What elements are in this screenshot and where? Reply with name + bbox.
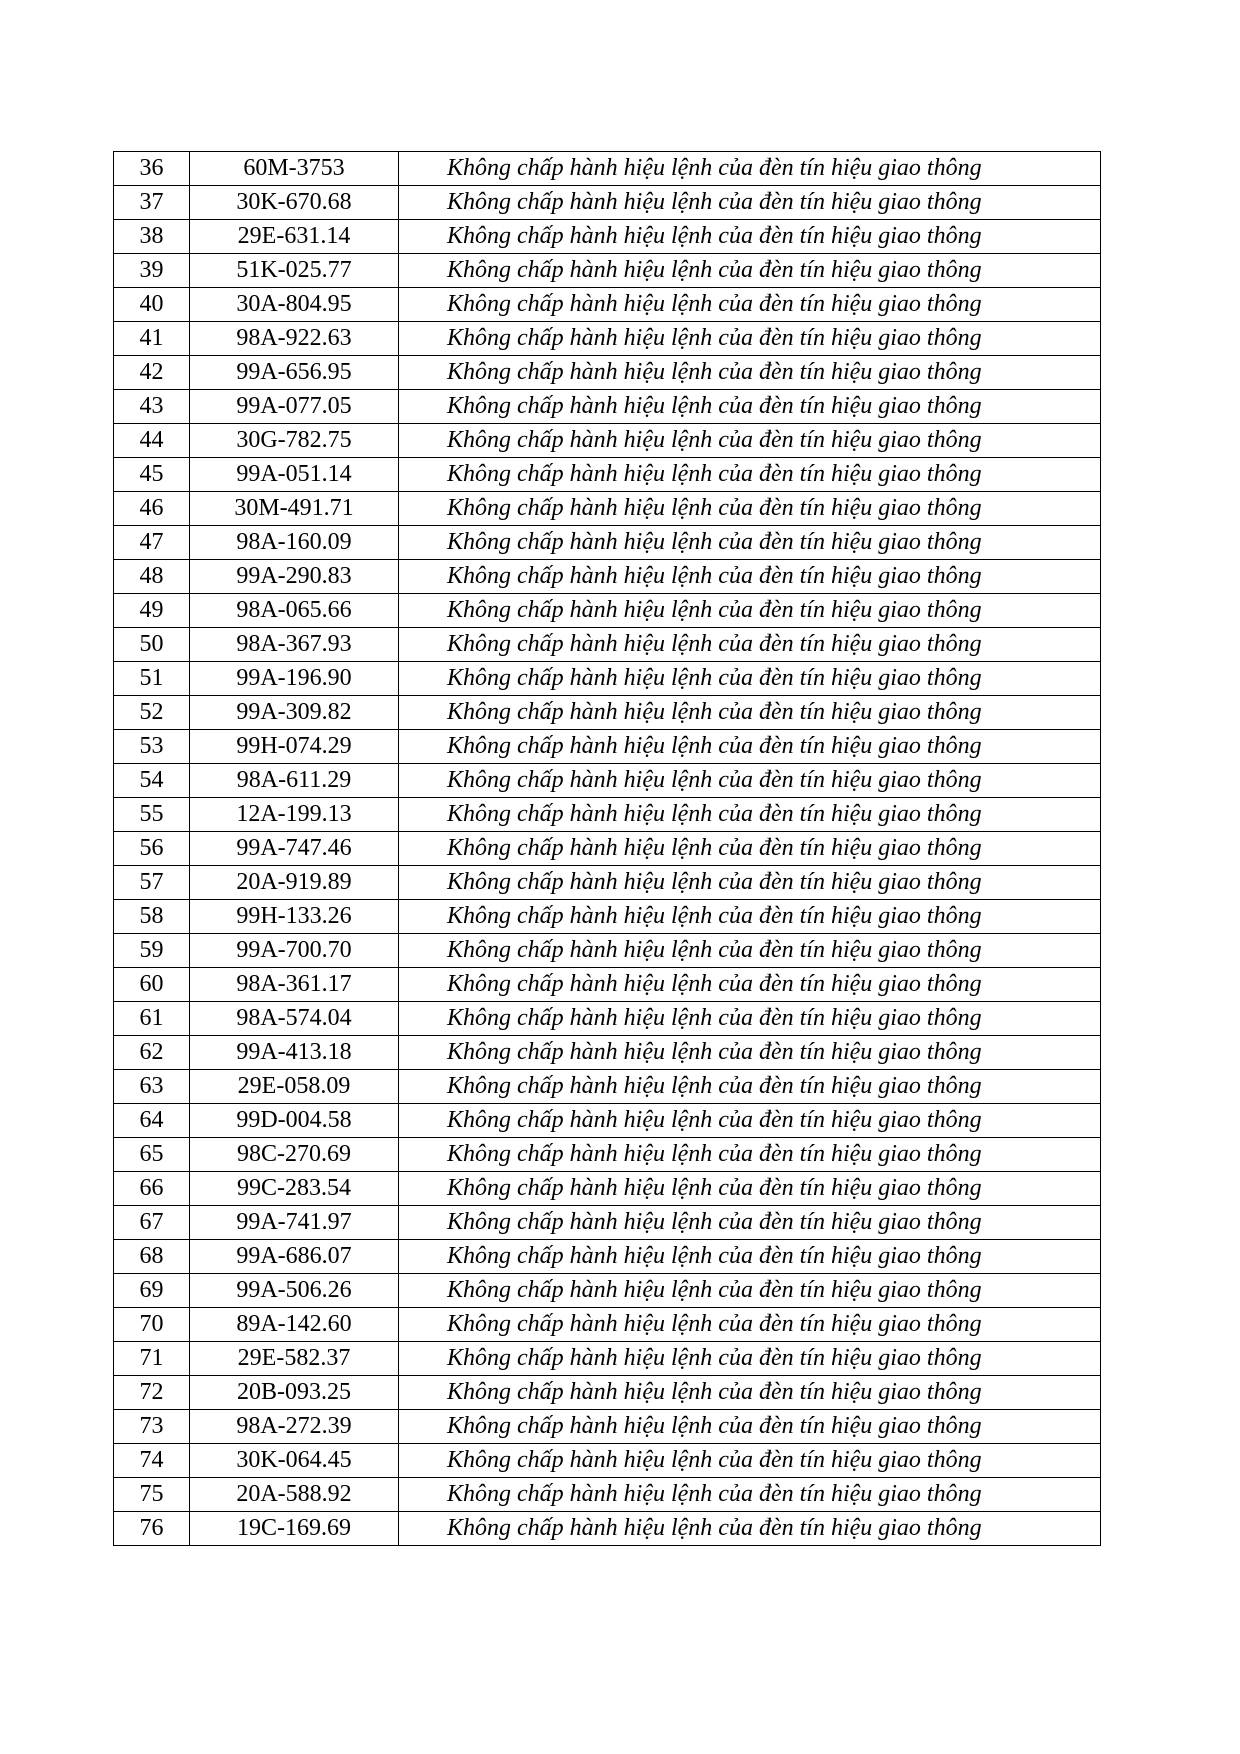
license-plate-cell: 99A-741.97 <box>190 1206 399 1240</box>
license-plate-cell: 20A-588.92 <box>190 1478 399 1512</box>
table-row <box>114 186 1101 220</box>
license-plate-cell: 99A-290.83 <box>190 560 399 594</box>
license-plate-cell: 99A-506.26 <box>190 1274 399 1308</box>
table-row <box>114 356 1101 390</box>
violation-cell: Không chấp hành hiệu lệnh của đèn tín hiệu giao thông <box>399 900 1101 934</box>
violation-cell: Không chấp hành hiệu lệnh của đèn tín hiệu giao thông <box>399 1172 1101 1206</box>
violation-cell: Không chấp hành hiệu lệnh của đèn tín hiệu giao thông <box>399 1410 1101 1444</box>
table-body <box>114 152 1101 1546</box>
row-number-cell: 66 <box>114 1172 190 1206</box>
table-row <box>114 560 1101 594</box>
violation-cell: Không chấp hành hiệu lệnh của đèn tín hiệu giao thông <box>399 526 1101 560</box>
violation-cell: Không chấp hành hiệu lệnh của đèn tín hiệu giao thông <box>399 1512 1101 1546</box>
violation-cell: Không chấp hành hiệu lệnh của đèn tín hiệu giao thông <box>399 560 1101 594</box>
license-plate-cell: 29E-631.14 <box>190 220 399 254</box>
row-number-cell: 43 <box>114 390 190 424</box>
table-row <box>114 1138 1101 1172</box>
table-row <box>114 1410 1101 1444</box>
row-number-cell: 45 <box>114 458 190 492</box>
license-plate-cell: 99A-686.07 <box>190 1240 399 1274</box>
violation-cell: Không chấp hành hiệu lệnh của đèn tín hiệu giao thông <box>399 1376 1101 1410</box>
table-row <box>114 322 1101 356</box>
table-row <box>114 866 1101 900</box>
violation-cell: Không chấp hành hiệu lệnh của đèn tín hiệu giao thông <box>399 1274 1101 1308</box>
license-plate-cell: 29E-582.37 <box>190 1342 399 1376</box>
license-plate-cell: 98A-272.39 <box>190 1410 399 1444</box>
violation-cell: Không chấp hành hiệu lệnh của đèn tín hiệu giao thông <box>399 1240 1101 1274</box>
license-plate-cell: 99A-747.46 <box>190 832 399 866</box>
violation-cell: Không chấp hành hiệu lệnh của đèn tín hiệu giao thông <box>399 1070 1101 1104</box>
row-number-cell: 68 <box>114 1240 190 1274</box>
table-row <box>114 1036 1101 1070</box>
row-number-cell: 58 <box>114 900 190 934</box>
row-number-cell: 44 <box>114 424 190 458</box>
license-plate-cell: 98A-611.29 <box>190 764 399 798</box>
violation-cell: Không chấp hành hiệu lệnh của đèn tín hiệu giao thông <box>399 1308 1101 1342</box>
table-row <box>114 1376 1101 1410</box>
table-row <box>114 1444 1101 1478</box>
license-plate-cell: 98A-065.66 <box>190 594 399 628</box>
license-plate-cell: 20A-919.89 <box>190 866 399 900</box>
table-row <box>114 730 1101 764</box>
license-plate-cell: 99A-196.90 <box>190 662 399 696</box>
row-number-cell: 53 <box>114 730 190 764</box>
violation-cell: Không chấp hành hiệu lệnh của đèn tín hiệu giao thông <box>399 1002 1101 1036</box>
license-plate-cell: 98A-922.63 <box>190 322 399 356</box>
row-number-cell: 57 <box>114 866 190 900</box>
row-number-cell: 56 <box>114 832 190 866</box>
violation-cell: Không chấp hành hiệu lệnh của đèn tín hiệu giao thông <box>399 424 1101 458</box>
license-plate-cell: 30M-491.71 <box>190 492 399 526</box>
table-row <box>114 594 1101 628</box>
row-number-cell: 41 <box>114 322 190 356</box>
license-plate-cell: 98A-361.17 <box>190 968 399 1002</box>
table-row <box>114 832 1101 866</box>
violation-cell: Không chấp hành hiệu lệnh của đèn tín hiệu giao thông <box>399 832 1101 866</box>
table-row <box>114 696 1101 730</box>
row-number-cell: 64 <box>114 1104 190 1138</box>
license-plate-cell: 98A-574.04 <box>190 1002 399 1036</box>
row-number-cell: 49 <box>114 594 190 628</box>
violation-cell: Không chấp hành hiệu lệnh của đèn tín hiệu giao thông <box>399 1036 1101 1070</box>
row-number-cell: 73 <box>114 1410 190 1444</box>
violation-cell: Không chấp hành hiệu lệnh của đèn tín hiệu giao thông <box>399 152 1101 186</box>
violation-cell: Không chấp hành hiệu lệnh của đèn tín hiệu giao thông <box>399 1206 1101 1240</box>
violation-cell: Không chấp hành hiệu lệnh của đèn tín hiệu giao thông <box>399 254 1101 288</box>
row-number-cell: 76 <box>114 1512 190 1546</box>
license-plate-cell: 51K-025.77 <box>190 254 399 288</box>
table-row <box>114 798 1101 832</box>
violation-cell: Không chấp hành hiệu lệnh của đèn tín hiệu giao thông <box>399 220 1101 254</box>
row-number-cell: 71 <box>114 1342 190 1376</box>
license-plate-cell: 99A-413.18 <box>190 1036 399 1070</box>
license-plate-cell: 30K-064.45 <box>190 1444 399 1478</box>
violation-cell: Không chấp hành hiệu lệnh của đèn tín hiệu giao thông <box>399 628 1101 662</box>
violation-cell: Không chấp hành hiệu lệnh của đèn tín hiệu giao thông <box>399 594 1101 628</box>
license-plate-cell: 20B-093.25 <box>190 1376 399 1410</box>
license-plate-cell: 19C-169.69 <box>190 1512 399 1546</box>
violation-cell: Không chấp hành hiệu lệnh của đèn tín hiệu giao thông <box>399 322 1101 356</box>
table-row <box>114 1478 1101 1512</box>
row-number-cell: 69 <box>114 1274 190 1308</box>
table-row <box>114 458 1101 492</box>
license-plate-cell: 98A-367.93 <box>190 628 399 662</box>
row-number-cell: 46 <box>114 492 190 526</box>
violation-cell: Không chấp hành hiệu lệnh của đèn tín hiệu giao thông <box>399 1342 1101 1376</box>
table-row <box>114 288 1101 322</box>
violation-cell: Không chấp hành hiệu lệnh của đèn tín hiệu giao thông <box>399 356 1101 390</box>
table-row <box>114 526 1101 560</box>
table-row <box>114 1104 1101 1138</box>
violation-cell: Không chấp hành hiệu lệnh của đèn tín hiệu giao thông <box>399 1444 1101 1478</box>
row-number-cell: 37 <box>114 186 190 220</box>
violation-cell: Không chấp hành hiệu lệnh của đèn tín hiệu giao thông <box>399 1138 1101 1172</box>
violation-cell: Không chấp hành hiệu lệnh của đèn tín hiệu giao thông <box>399 730 1101 764</box>
violation-cell: Không chấp hành hiệu lệnh của đèn tín hiệu giao thông <box>399 458 1101 492</box>
row-number-cell: 70 <box>114 1308 190 1342</box>
table-row <box>114 900 1101 934</box>
row-number-cell: 47 <box>114 526 190 560</box>
violation-cell: Không chấp hành hiệu lệnh của đèn tín hiệu giao thông <box>399 1104 1101 1138</box>
row-number-cell: 72 <box>114 1376 190 1410</box>
table-row <box>114 764 1101 798</box>
license-plate-cell: 98A-160.09 <box>190 526 399 560</box>
license-plate-cell: 30G-782.75 <box>190 424 399 458</box>
table-row <box>114 1240 1101 1274</box>
row-number-cell: 65 <box>114 1138 190 1172</box>
row-number-cell: 63 <box>114 1070 190 1104</box>
license-plate-cell: 30K-670.68 <box>190 186 399 220</box>
table-row <box>114 1274 1101 1308</box>
row-number-cell: 74 <box>114 1444 190 1478</box>
license-plate-cell: 30A-804.95 <box>190 288 399 322</box>
row-number-cell: 38 <box>114 220 190 254</box>
table-row <box>114 1172 1101 1206</box>
row-number-cell: 42 <box>114 356 190 390</box>
row-number-cell: 48 <box>114 560 190 594</box>
violation-cell: Không chấp hành hiệu lệnh của đèn tín hiệu giao thông <box>399 390 1101 424</box>
license-plate-cell: 99C-283.54 <box>190 1172 399 1206</box>
violation-cell: Không chấp hành hiệu lệnh của đèn tín hiệu giao thông <box>399 492 1101 526</box>
row-number-cell: 36 <box>114 152 190 186</box>
license-plate-cell: 98C-270.69 <box>190 1138 399 1172</box>
row-number-cell: 54 <box>114 764 190 798</box>
violation-cell: Không chấp hành hiệu lệnh của đèn tín hiệu giao thông <box>399 866 1101 900</box>
violation-cell: Không chấp hành hiệu lệnh của đèn tín hiệu giao thông <box>399 186 1101 220</box>
violation-cell: Không chấp hành hiệu lệnh của đèn tín hiệu giao thông <box>399 934 1101 968</box>
violation-cell: Không chấp hành hiệu lệnh của đèn tín hiệu giao thông <box>399 1478 1101 1512</box>
license-plate-cell: 99D-004.58 <box>190 1104 399 1138</box>
license-plate-cell: 99A-700.70 <box>190 934 399 968</box>
license-plate-cell: 89A-142.60 <box>190 1308 399 1342</box>
violation-cell: Không chấp hành hiệu lệnh của đèn tín hiệu giao thông <box>399 662 1101 696</box>
table-row <box>114 1512 1101 1546</box>
row-number-cell: 62 <box>114 1036 190 1070</box>
table-row <box>114 934 1101 968</box>
license-plate-cell: 60M-3753 <box>190 152 399 186</box>
license-plate-cell: 99H-133.26 <box>190 900 399 934</box>
table-row <box>114 390 1101 424</box>
table-row <box>114 152 1101 186</box>
violation-cell: Không chấp hành hiệu lệnh của đèn tín hiệu giao thông <box>399 968 1101 1002</box>
violation-cell: Không chấp hành hiệu lệnh của đèn tín hiệu giao thông <box>399 798 1101 832</box>
table-row <box>114 1342 1101 1376</box>
license-plate-cell: 99A-309.82 <box>190 696 399 730</box>
row-number-cell: 60 <box>114 968 190 1002</box>
table-row <box>114 1002 1101 1036</box>
license-plate-cell: 99A-656.95 <box>190 356 399 390</box>
violation-cell: Không chấp hành hiệu lệnh của đèn tín hiệu giao thông <box>399 288 1101 322</box>
table-row <box>114 492 1101 526</box>
table-row <box>114 254 1101 288</box>
row-number-cell: 52 <box>114 696 190 730</box>
table-row <box>114 1070 1101 1104</box>
table-row <box>114 220 1101 254</box>
row-number-cell: 61 <box>114 1002 190 1036</box>
license-plate-cell: 99A-051.14 <box>190 458 399 492</box>
table-row <box>114 424 1101 458</box>
table-row <box>114 662 1101 696</box>
license-plate-cell: 99H-074.29 <box>190 730 399 764</box>
row-number-cell: 59 <box>114 934 190 968</box>
table-row <box>114 1206 1101 1240</box>
row-number-cell: 75 <box>114 1478 190 1512</box>
table-row <box>114 1308 1101 1342</box>
row-number-cell: 67 <box>114 1206 190 1240</box>
row-number-cell: 50 <box>114 628 190 662</box>
violation-cell: Không chấp hành hiệu lệnh của đèn tín hiệu giao thông <box>399 764 1101 798</box>
table-row <box>114 968 1101 1002</box>
violations-table <box>113 151 1101 1546</box>
row-number-cell: 55 <box>114 798 190 832</box>
license-plate-cell: 99A-077.05 <box>190 390 399 424</box>
row-number-cell: 51 <box>114 662 190 696</box>
license-plate-cell: 29E-058.09 <box>190 1070 399 1104</box>
table-row <box>114 628 1101 662</box>
row-number-cell: 39 <box>114 254 190 288</box>
violation-cell: Không chấp hành hiệu lệnh của đèn tín hiệu giao thông <box>399 696 1101 730</box>
row-number-cell: 40 <box>114 288 190 322</box>
license-plate-cell: 12A-199.13 <box>190 798 399 832</box>
